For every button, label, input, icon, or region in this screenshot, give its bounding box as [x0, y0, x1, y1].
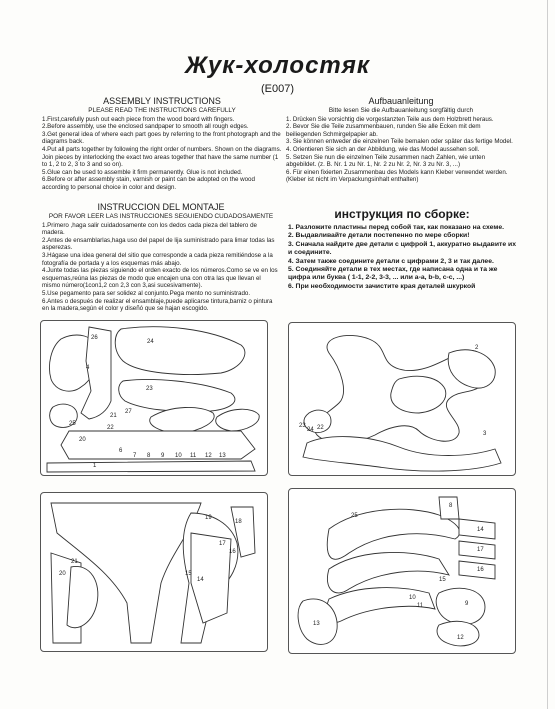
part-number: 27 — [125, 409, 132, 415]
russian-instructions — [288, 206, 516, 291]
english-heading: ASSEMBLY INSTRUCTIONS — [103, 96, 221, 106]
spanish-subheading: POR FAVOR LEER LAS INSTRUCCIONES SEGUIENDO CUDADOSAMENTE — [48, 213, 274, 220]
part-number: 14 — [477, 527, 484, 533]
english-instructions — [42, 96, 282, 192]
part-number: 2 — [475, 345, 479, 351]
english-subheading: PLEASE READ THE INSTRUCTIONS CAREFULLY — [88, 107, 236, 114]
page-edge — [547, 0, 548, 709]
german-step: 1. Drücken Sie vorsichtig die vorgestanzten Teile aus dem Holzbrett heraus. — [286, 115, 494, 123]
russian-step: 4. Затем также соедините детали с цифрами 2, 3 и так далее. — [288, 257, 494, 265]
parts-diagram-bottom-right — [289, 489, 515, 653]
part-number: 7 — [133, 453, 137, 459]
german-step: 6. Für einen fixierten Zusammenbau des Models kann Kleber verwendet werden. (Kleber ist nicht im Verpackungsinhalt enthalten) — [286, 168, 508, 184]
part-number: 23 — [299, 423, 306, 429]
english-step: 5.Glue can be used to assemble it firm permanently. Glue is not included. — [42, 168, 243, 176]
part-number: 14 — [197, 577, 204, 583]
german-heading: Aufbauanleitung — [368, 96, 434, 106]
spanish-step: 2.Antes de ensamblarlas,haga uso del papel de lija suministrado para limar todas las asperezas. — [42, 236, 275, 252]
part-number: 16 — [477, 567, 484, 573]
part-number: 21 — [110, 413, 117, 419]
english-step: 4.Put all parts together by following the right order of numbers. Shown on the diagrams. Join pieces by interlocking the exact two areas together that have the same number (1 to 1, 2 to 2, 3 to 3 and so on). — [42, 145, 282, 169]
part-number: 21 — [71, 559, 78, 565]
part-number: 15 — [185, 571, 192, 577]
russian-step: 3. Сначала найдите две детали с цифрой 1, аккуратно выдавите их и соедините. — [288, 240, 516, 257]
part-number: 8 — [449, 503, 453, 509]
part-number: 16 — [229, 549, 236, 555]
part-number: 20 — [59, 571, 66, 577]
part-number: 17 — [477, 547, 484, 553]
russian-step: 5. Соединяйте детали в тех местах, где написана одна и та же цифра или буква ( 1-1, 2-2, 3-3, ... или а-а, b-b, c-c, ...) — [288, 266, 498, 282]
part-number: 6 — [119, 448, 123, 454]
russian-step: 6. При необходимости зачистите края деталей шкуркой — [288, 282, 476, 290]
part-number: 10 — [175, 453, 182, 459]
part-number: 13 — [313, 621, 320, 627]
english-step: 6.Before or after assembly stain, varnish or paint can be adopted on the wood according to personal choice in color and design. — [42, 176, 255, 191]
part-number: 25 — [351, 513, 358, 519]
part-number: 23 — [146, 386, 153, 392]
product-title: Жук-холостяк — [184, 52, 371, 79]
part-number: 18 — [235, 519, 242, 525]
part-number: 12 — [205, 453, 212, 459]
german-step: 4. Orientieren Sie sich an der Abbildung, wie das Model aussehen soll. — [286, 145, 480, 153]
spanish-step: 5.Use pegamento para ser solidez al conjunto.Pega mento no suministrado. — [42, 289, 251, 297]
spanish-step: 3.Hágase una idea general del sitio que corresponde a cada pieza remitiéndose a la fotografía de portada y a los esquemas más abajo. — [42, 251, 273, 267]
german-instructions — [286, 96, 516, 184]
part-number: 22 — [107, 425, 114, 431]
part-number: 15 — [439, 577, 446, 583]
parts-board-bottom-right — [288, 488, 516, 654]
part-number: 11 — [417, 603, 424, 609]
russian-step: 1. Разложите пластины перед собой так, как показано на схеме. — [288, 224, 505, 231]
part-number: 8 — [147, 453, 151, 459]
parts-diagram-top-left — [41, 321, 267, 475]
part-number: 10 — [409, 595, 416, 601]
english-step: 1.First,carefully push out each piece from the wood board with fingers. — [42, 115, 235, 123]
russian-step: 2. Выдавливайте детали постепенно по мере сборки! — [288, 232, 470, 240]
part-number: 9 — [161, 453, 165, 459]
german-step: 5. Setzen Sie nun die einzelnen Teile zusammen nach Zahlen, wie unten abgebildet. (z. B. Nr. 1 zu Nr. 1, Nr. 2 zu Nr. 2, Nr. 3 zu Nr. 3, ...) — [286, 153, 486, 169]
part-number: 3 — [483, 431, 487, 437]
spanish-step: 1.Primero ,haga salir cuidadosamente con los dedos cada pieza del tablero de madera. — [42, 221, 257, 237]
spanish-instructions — [42, 202, 280, 313]
part-number: 25 — [69, 421, 76, 427]
parts-diagram-bottom-left — [41, 493, 267, 651]
part-number: 1 — [93, 463, 97, 469]
english-step: 2.Before assembly, use the enclosed sandpaper to smooth all rough edges. — [42, 123, 249, 131]
part-number: 4 — [86, 365, 90, 371]
german-subheading: Bitte lesen Sie die Aufbauanleitung sorgfältig durch — [328, 107, 474, 114]
part-number: 20 — [79, 437, 86, 443]
english-step: 3.Get general idea of where each part goes by referring to the front photograph and the diagrams back. — [42, 130, 281, 146]
parts-board-top-right — [288, 322, 516, 476]
part-number: 13 — [219, 453, 226, 459]
parts-board-top-left — [40, 320, 268, 476]
part-number: 11 — [190, 453, 197, 459]
russian-heading: инструкция по сборке: — [334, 207, 470, 221]
product-code: (E007) — [260, 83, 295, 95]
spanish-step: 4.Junte todas las piezas siguiendo el orden exacto de los números.Como se ve en los esquemas,reúna las piezas de modo que encajen una con otra las que llevan el mismo número(1con1,2 con 2,3 con 3,asi sucesivamente). — [42, 267, 278, 290]
parts-board-bottom-left — [40, 492, 268, 652]
german-step: 3. Sie können entweder die einzelnen Teile bemalen oder später das fertige Model. — [286, 138, 513, 146]
part-number: 26 — [91, 335, 98, 341]
part-number: 24 — [147, 339, 154, 345]
part-number: 19 — [205, 515, 212, 521]
spanish-heading: INSTRUCCION DEL MONTAJE — [97, 202, 225, 212]
part-number: 17 — [219, 541, 226, 547]
spanish-step: 6.Antes o después de realizar el ensamblaje,puede aplicarse tintura,barniz o pintura en la madera,según el color y diseñó que se hajan escogido. — [42, 297, 273, 313]
part-number: 24 — [307, 427, 314, 433]
part-number: 12 — [457, 635, 464, 641]
part-number: 9 — [465, 601, 469, 607]
german-step: 2. Bevor Sie die Teile zusammenbauen, runden Sie alle Ecken mit dem beiliegenden Schmirgelpapier ab. — [286, 123, 481, 138]
part-number: 22 — [317, 425, 324, 431]
parts-diagram-top-right — [289, 323, 515, 475]
